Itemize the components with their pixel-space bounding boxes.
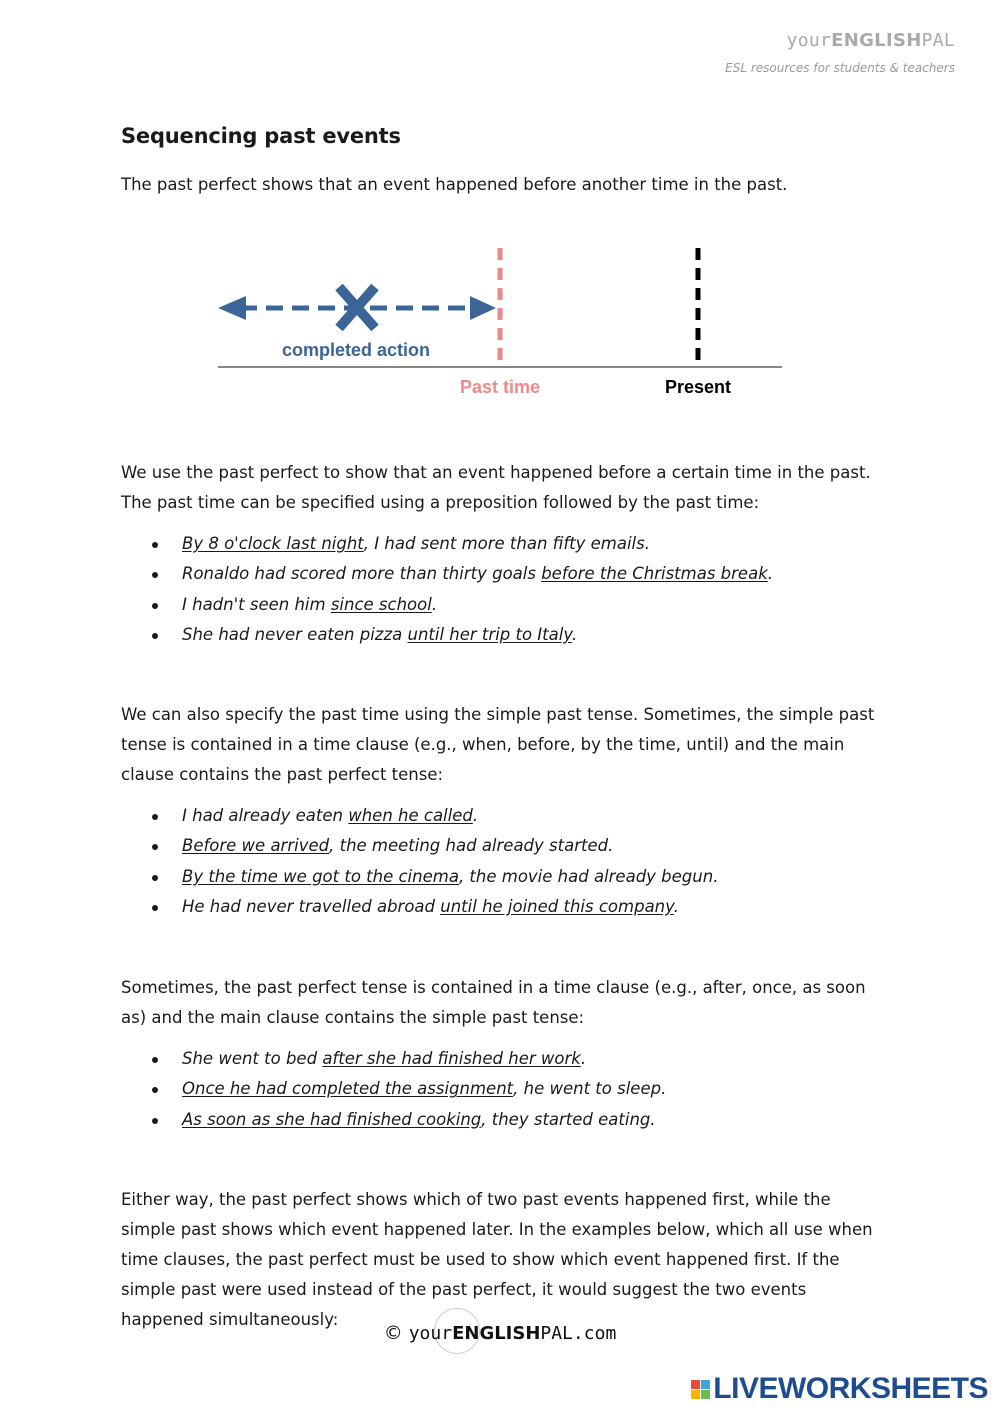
example-item: By the time we got to the cinema, the movie had already begun. <box>121 862 881 892</box>
copyright-symbol: © <box>383 1322 403 1344</box>
document-body <box>121 124 881 200</box>
icon-square <box>691 1380 700 1389</box>
arrow-left-head <box>218 296 246 320</box>
example-item: I had already eaten when he called. <box>121 801 881 831</box>
brand-tagline: ESL resources for students & teachers <box>725 61 955 75</box>
arrow-right-head <box>470 296 496 320</box>
closing-section <box>121 1185 881 1335</box>
section-2 <box>121 700 881 922</box>
example-item: She went to bed after she had finished her work. <box>121 1044 881 1074</box>
example-item: Once he had completed the assignment, he went to sleep. <box>121 1074 881 1104</box>
past-time-label: Past time <box>459 377 541 397</box>
brand-logo: yourENGLISHPAL <box>786 30 955 51</box>
timeline-diagram <box>210 240 790 410</box>
intro-paragraph: The past perfect shows that an event happened before another time in the past. <box>121 175 788 194</box>
closing-paragraph: Either way, the past perfect shows which of two past events happened first, while the simple past shows which event happened later. In the examples below, which all use when time clauses, the past perfect must be used to show which event happened first. If the simple past were used instead of the past perfect, it would suggest the two events happened simultaneously: <box>121 1190 873 1329</box>
example-item: Before we arrived, the meeting had already started. <box>121 831 881 861</box>
section-1 <box>121 458 881 650</box>
section-3 <box>121 973 881 1135</box>
example-list <box>121 801 881 922</box>
example-item: He had never travelled abroad until he joined this company. <box>121 892 881 922</box>
liveworksheets-logo[interactable] <box>691 1372 988 1406</box>
section-paragraph: We use the past perfect to show that an event happened before a certain time in the past. The past time can be specified using a preposition followed by the past time: <box>121 463 871 512</box>
example-list <box>121 1044 881 1135</box>
page-title: Sequencing past events <box>121 124 401 148</box>
example-item: As soon as she had finished cooking, they started eating. <box>121 1105 881 1135</box>
section-paragraph: We can also specify the past time using the simple past tense. Sometimes, the simple past tense is contained in a time clause (e.g., when, before, by the time, until) and the main clause contains the past perfect tense: <box>121 705 875 784</box>
liveworksheets-icon <box>691 1380 710 1399</box>
icon-square <box>701 1390 710 1399</box>
liveworksheets-wordmark: LIVEWORKSHEETS <box>713 1372 988 1405</box>
example-item: Ronaldo had scored more than thirty goals before the Christmas break. <box>121 559 881 589</box>
example-item: I hadn't seen him since school. <box>121 590 881 620</box>
section-paragraph: Sometimes, the past perfect tense is contained in a time clause (e.g., after, once, as soon as) and the main clause contains the simple past tense: <box>121 978 866 1027</box>
present-label: Present <box>664 377 732 397</box>
example-item: By 8 o'clock last night, I had sent more than fifty emails. <box>121 529 881 559</box>
brand-header <box>725 30 955 75</box>
completed-action-label: completed action <box>281 340 431 360</box>
example-item: She had never eaten pizza until her trip to Italy. <box>121 620 881 650</box>
footer-copyright: © yourENGLISHPAL.com <box>383 1322 617 1344</box>
example-list <box>121 529 881 650</box>
icon-square <box>691 1390 700 1399</box>
icon-square <box>701 1380 710 1389</box>
